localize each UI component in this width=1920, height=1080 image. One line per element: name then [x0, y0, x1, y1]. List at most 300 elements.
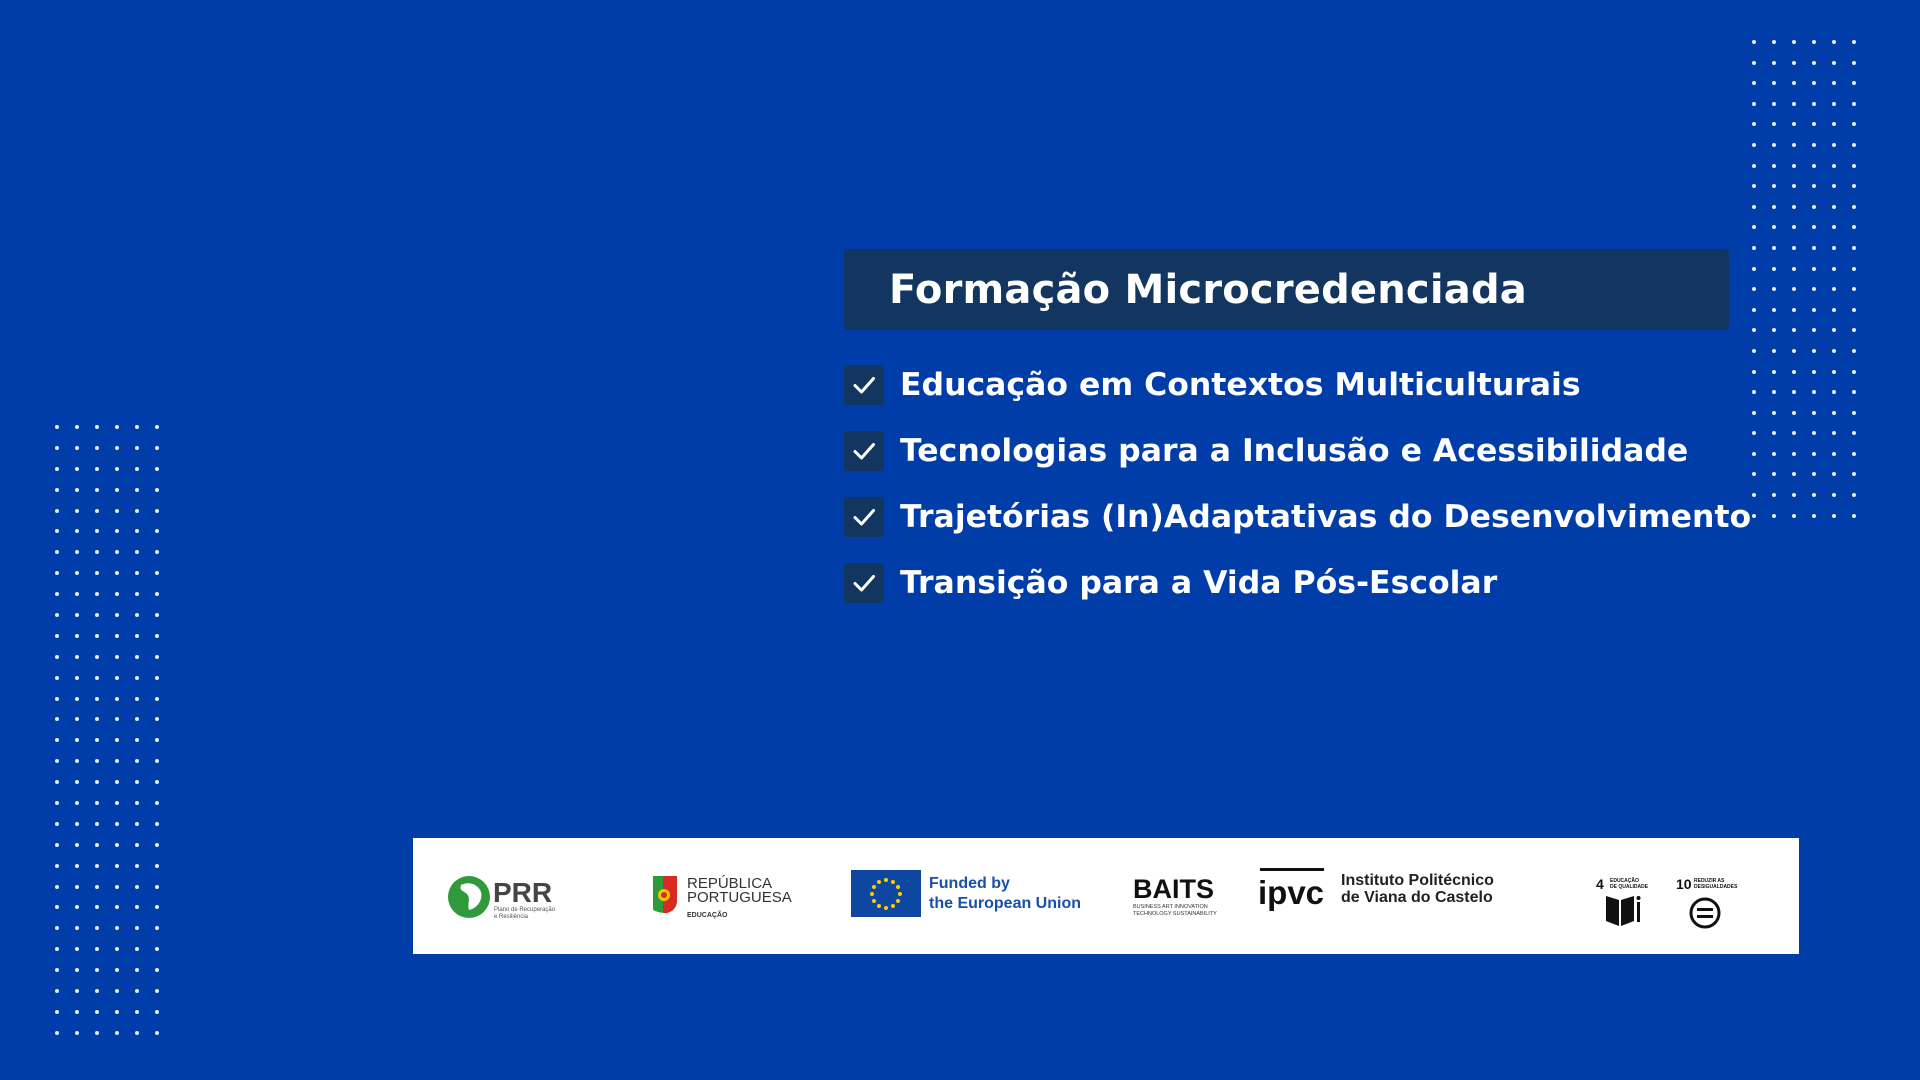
dot: [55, 717, 59, 721]
dot: [1812, 493, 1816, 497]
dot: [155, 1031, 159, 1035]
ipvc-line2: de Viana do Castelo: [1341, 889, 1493, 906]
dot: [55, 926, 59, 930]
list-item: [844, 352, 1751, 418]
dot: [1752, 102, 1756, 106]
dot: [1812, 122, 1816, 126]
dot: [1812, 184, 1816, 188]
dot: [115, 488, 119, 492]
dot: [115, 759, 119, 763]
dot: [135, 1031, 139, 1035]
dot: [75, 655, 79, 659]
dot: [115, 864, 119, 868]
dot: [155, 467, 159, 471]
dot: [115, 697, 119, 701]
dot: [55, 655, 59, 659]
dot: [55, 613, 59, 617]
dot: [1752, 370, 1756, 374]
dot: [155, 655, 159, 659]
dot: [1772, 81, 1776, 85]
dot: [75, 467, 79, 471]
dot: [1852, 102, 1856, 106]
dot: [1812, 390, 1816, 394]
dot: [95, 759, 99, 763]
eu-funding-logo: [851, 868, 1091, 922]
dot: [1852, 246, 1856, 250]
dot: [1792, 287, 1796, 291]
dot: [1772, 431, 1776, 435]
dot: [1752, 61, 1756, 65]
dot: [75, 780, 79, 784]
dot: [75, 571, 79, 575]
baits-sub2: TECHNOLOGY SUSTAINABILITY: [1133, 911, 1217, 917]
dot: [75, 488, 79, 492]
dot: [1832, 61, 1836, 65]
dot: [95, 801, 99, 805]
dot: [1752, 493, 1756, 497]
dot: [1832, 40, 1836, 44]
dot: [155, 1010, 159, 1014]
dot: [1792, 102, 1796, 106]
dot: [95, 571, 99, 575]
dot: [1832, 164, 1836, 168]
dot: [55, 1031, 59, 1035]
dot: [1752, 122, 1756, 126]
dot: [1752, 431, 1756, 435]
dot: [75, 947, 79, 951]
dot: [1832, 349, 1836, 353]
dot: [135, 801, 139, 805]
dot: [115, 655, 119, 659]
dot: [1792, 225, 1796, 229]
dot: [1792, 81, 1796, 85]
dot: [115, 467, 119, 471]
dot: [1852, 349, 1856, 353]
dot: [1812, 349, 1816, 353]
dot: [115, 905, 119, 909]
dot: [155, 968, 159, 972]
dot: [1832, 472, 1836, 476]
dot: [95, 592, 99, 596]
republica-portuguesa-logo: [649, 870, 794, 924]
dot: [1772, 246, 1776, 250]
dot: [1852, 472, 1856, 476]
dot: [1772, 61, 1776, 65]
dot: [75, 425, 79, 429]
dot: [55, 822, 59, 826]
dot: [1792, 411, 1796, 415]
dot: [1792, 267, 1796, 271]
dot: [75, 634, 79, 638]
dot: [1792, 246, 1796, 250]
dot: [1852, 184, 1856, 188]
dot: [75, 592, 79, 596]
dot: [1752, 514, 1756, 518]
list-item-label: Educação em Contextos Multiculturais: [900, 367, 1581, 403]
dot: [95, 864, 99, 868]
dot: [1752, 205, 1756, 209]
dot: [155, 446, 159, 450]
dot: [1772, 452, 1776, 456]
dot: [1752, 81, 1756, 85]
dot: [55, 529, 59, 533]
baits-name: BAITS: [1133, 874, 1214, 904]
dot: [1792, 184, 1796, 188]
list-item: [844, 484, 1751, 550]
dot: [135, 1010, 139, 1014]
dot: [55, 592, 59, 596]
ipvc-logo: [1258, 864, 1528, 924]
dot: [1812, 370, 1816, 374]
dot: [135, 697, 139, 701]
sdg4-badge: [1596, 874, 1658, 930]
dot: [1812, 308, 1816, 312]
dot: [155, 738, 159, 742]
dot: [135, 488, 139, 492]
dot: [1832, 225, 1836, 229]
dot: [75, 676, 79, 680]
dot: [155, 885, 159, 889]
dot: [75, 822, 79, 826]
dot: [1832, 287, 1836, 291]
dot: [55, 905, 59, 909]
title-banner: [844, 249, 1729, 330]
dot: [1832, 328, 1836, 332]
dot: [1792, 164, 1796, 168]
dot: [1812, 143, 1816, 147]
dot: [135, 822, 139, 826]
prr-logo: [447, 872, 577, 922]
dot: [1832, 205, 1836, 209]
dot: [135, 780, 139, 784]
dot: [1792, 205, 1796, 209]
dot: [1852, 287, 1856, 291]
dot: [1772, 184, 1776, 188]
dot: [95, 885, 99, 889]
dot: [135, 926, 139, 930]
dot: [95, 738, 99, 742]
dot: [115, 885, 119, 889]
dot: [1752, 164, 1756, 168]
dot: [75, 738, 79, 742]
dot: [115, 717, 119, 721]
dot: [1772, 40, 1776, 44]
dot: [155, 801, 159, 805]
dot: [1792, 122, 1796, 126]
dot: [155, 989, 159, 993]
dot: [1752, 246, 1756, 250]
dot: [1832, 390, 1836, 394]
dot: [1832, 267, 1836, 271]
dot: [1792, 390, 1796, 394]
dot: [155, 592, 159, 596]
checkmark-icon: [844, 563, 884, 603]
dot: [1852, 164, 1856, 168]
dot: [55, 571, 59, 575]
dot-pattern-left: [55, 425, 159, 1035]
dot: [1772, 411, 1776, 415]
dot: [115, 529, 119, 533]
dot: [1852, 452, 1856, 456]
dot: [115, 822, 119, 826]
dot: [75, 759, 79, 763]
dot: [95, 655, 99, 659]
dot: [75, 613, 79, 617]
dot: [1772, 225, 1776, 229]
dot: [1812, 225, 1816, 229]
dot: [1772, 514, 1776, 518]
dot: [135, 843, 139, 847]
dot: [55, 467, 59, 471]
dot: [95, 905, 99, 909]
dot: [115, 550, 119, 554]
list-item: [844, 418, 1751, 484]
dot: [75, 968, 79, 972]
dot: [1752, 40, 1756, 44]
dot: [1752, 308, 1756, 312]
dot: [155, 571, 159, 575]
ipvc-name: ipvc: [1258, 874, 1325, 911]
dot: [1812, 61, 1816, 65]
dot: [1752, 411, 1756, 415]
dot-pattern-right: [1752, 40, 1856, 518]
sdg10-badge: [1676, 874, 1744, 930]
dot: [75, 864, 79, 868]
dot: [1812, 40, 1816, 44]
dot: [95, 717, 99, 721]
republica-line3: EDUCAÇÃO: [687, 912, 728, 919]
dot: [55, 801, 59, 805]
dot: [135, 989, 139, 993]
dot: [1792, 370, 1796, 374]
dot: [1852, 431, 1856, 435]
dot: [115, 571, 119, 575]
dot: [1832, 308, 1836, 312]
dot: [155, 926, 159, 930]
dot: [135, 613, 139, 617]
dot: [1852, 267, 1856, 271]
dot: [1772, 328, 1776, 332]
dot: [1752, 184, 1756, 188]
dot: [135, 571, 139, 575]
prr-sub2: e Resiliência: [494, 914, 529, 920]
dot: [1772, 143, 1776, 147]
dot: [155, 864, 159, 868]
dot: [1812, 81, 1816, 85]
dot: [1832, 81, 1836, 85]
dot: [1832, 493, 1836, 497]
dot: [155, 759, 159, 763]
dot: [1852, 143, 1856, 147]
dot: [115, 634, 119, 638]
dot: [155, 717, 159, 721]
dot: [115, 425, 119, 429]
dot: [115, 947, 119, 951]
dot: [95, 926, 99, 930]
dot: [115, 989, 119, 993]
ipvc-line1: Instituto Politécnico: [1341, 872, 1494, 889]
dot: [135, 759, 139, 763]
dot: [155, 425, 159, 429]
dot: [1772, 472, 1776, 476]
dot: [135, 467, 139, 471]
dot: [75, 446, 79, 450]
dot: [1772, 205, 1776, 209]
dot: [95, 425, 99, 429]
dot: [1852, 61, 1856, 65]
dot: [1772, 102, 1776, 106]
dot: [1792, 452, 1796, 456]
dot: [95, 989, 99, 993]
dot: [1772, 287, 1776, 291]
dot: [1772, 370, 1776, 374]
dot: [135, 529, 139, 533]
list-item-label: Tecnologias para a Inclusão e Acessibilidade: [900, 433, 1689, 469]
dot: [55, 676, 59, 680]
dot: [1812, 267, 1816, 271]
dot: [95, 634, 99, 638]
dot: [1812, 246, 1816, 250]
dot: [55, 697, 59, 701]
dot: [75, 843, 79, 847]
eu-line2: the European Union: [929, 895, 1081, 912]
dot: [75, 509, 79, 513]
dot: [75, 885, 79, 889]
dot: [95, 488, 99, 492]
dot: [75, 905, 79, 909]
sdg4-label2: DE QUALIDADE: [1610, 884, 1649, 890]
dot: [1852, 514, 1856, 518]
dot: [1852, 493, 1856, 497]
dot: [55, 425, 59, 429]
dot: [1832, 452, 1836, 456]
dot: [1852, 370, 1856, 374]
dot: [1792, 143, 1796, 147]
dot: [55, 989, 59, 993]
dot: [155, 947, 159, 951]
dot: [55, 780, 59, 784]
dot: [115, 446, 119, 450]
dot: [1752, 390, 1756, 394]
dot: [1812, 472, 1816, 476]
dot: [115, 968, 119, 972]
dot: [1812, 287, 1816, 291]
dot: [1852, 122, 1856, 126]
dot: [55, 738, 59, 742]
republica-line1: REPÚBLICA: [687, 875, 773, 892]
dot: [1792, 514, 1796, 518]
dot: [1852, 40, 1856, 44]
dot: [135, 509, 139, 513]
dot: [1852, 328, 1856, 332]
dot: [1772, 390, 1776, 394]
dot: [155, 676, 159, 680]
dot: [1832, 431, 1836, 435]
dot: [115, 676, 119, 680]
sdg10-label2: DESIGUALDADES: [1694, 884, 1738, 890]
dot: [155, 613, 159, 617]
dot: [135, 864, 139, 868]
dot: [75, 529, 79, 533]
dot: [55, 634, 59, 638]
dot: [75, 550, 79, 554]
dot: [115, 926, 119, 930]
dot: [1812, 102, 1816, 106]
dot: [1832, 102, 1836, 106]
dot: [155, 780, 159, 784]
dot: [1752, 452, 1756, 456]
dot: [55, 843, 59, 847]
dot: [115, 613, 119, 617]
dot: [155, 529, 159, 533]
baits-sub1: BUSINESS ART INNOVATION: [1133, 904, 1208, 910]
dot: [75, 717, 79, 721]
dot: [55, 1010, 59, 1014]
dot: [1832, 370, 1836, 374]
checkmark-icon: [844, 497, 884, 537]
dot: [1752, 143, 1756, 147]
dot: [1772, 267, 1776, 271]
page-title: Formação Microcredenciada: [889, 266, 1527, 313]
checkmark-icon: [844, 431, 884, 471]
dot: [1852, 390, 1856, 394]
dot: [95, 697, 99, 701]
dot: [1812, 164, 1816, 168]
dot: [75, 1010, 79, 1014]
eu-line1: Funded by: [929, 875, 1010, 892]
dot: [1832, 184, 1836, 188]
dot: [1852, 308, 1856, 312]
dot: [135, 634, 139, 638]
dot: [95, 529, 99, 533]
dot: [75, 926, 79, 930]
baits-logo: [1131, 868, 1231, 922]
dot: [55, 550, 59, 554]
dot: [1752, 328, 1756, 332]
dot: [1832, 122, 1836, 126]
dot: [75, 989, 79, 993]
dot: [135, 968, 139, 972]
dot: [1772, 122, 1776, 126]
dot: [95, 843, 99, 847]
dot: [135, 676, 139, 680]
dot: [95, 550, 99, 554]
dot: [1772, 164, 1776, 168]
dot: [55, 885, 59, 889]
dot: [1772, 308, 1776, 312]
dot: [115, 738, 119, 742]
dot: [1832, 411, 1836, 415]
dot: [115, 592, 119, 596]
dot: [55, 864, 59, 868]
dot: [1792, 40, 1796, 44]
sdg4-number: 4: [1596, 876, 1604, 892]
dot: [135, 425, 139, 429]
dot: [55, 759, 59, 763]
dot: [1792, 61, 1796, 65]
dot: [1792, 328, 1796, 332]
dot: [135, 446, 139, 450]
dot: [135, 905, 139, 909]
dot: [1852, 205, 1856, 209]
dot: [75, 697, 79, 701]
dot: [115, 801, 119, 805]
dot: [1812, 452, 1816, 456]
dot: [95, 509, 99, 513]
dot: [115, 1031, 119, 1035]
prr-sub1: Plano de Recuperação: [494, 907, 556, 913]
dot: [95, 613, 99, 617]
